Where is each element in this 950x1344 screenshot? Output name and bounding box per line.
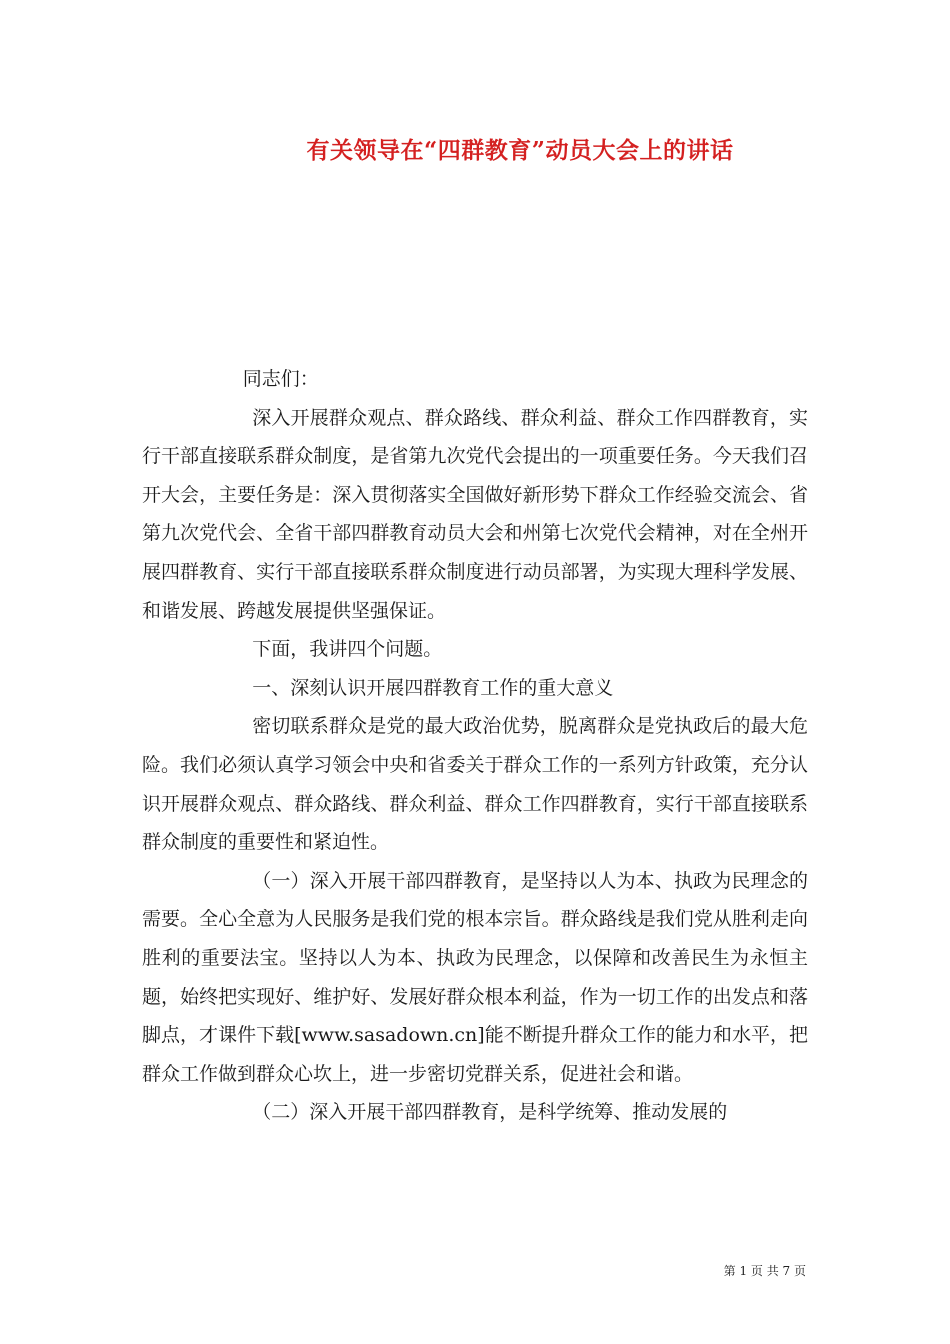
- paragraph-3: 密切联系群众是党的最大政治优势，脱离群众是党执政后的最大危险。我们必须认真学习领会中央和省委关于群众工作的一系列方针政策，充分认识开展群众观点、群众路线、群众利益、群众工作四群教育，实行干部直接联系群众制度的重要性和紧迫性。: [142, 715, 808, 854]
- paragraph-2: 下面，我讲四个问题。: [252, 638, 443, 661]
- page-footer: 第 1 页 共 7 页: [723, 1264, 806, 1278]
- paragraph-5: （二）深入开展干部四群教育，是科学统筹、推动发展的: [252, 1101, 728, 1124]
- paragraph-4: （一）深入开展干部四群教育，是坚持以人为本、执政为民理念的需要。全心全意为人民服务是我们党的根本宗旨。群众路线是我们党从胜利走向胜利的重要法宝。坚持以人为本、执政为民理念，以保障和改善民生为永恒主题，始终把实现好、维护好、发展好群众根本利益，作为一切工作的出发点和落脚点，才课件下载[www.sasadown.cn]能不断提升群众工作的能力和水平，把群众工作做到群众心坎上，进一步密切党群关系，促进社会和谐。: [142, 869, 808, 1085]
- document-body: [142, 360, 808, 1132]
- greeting-paragraph: 同志们：: [242, 368, 319, 390]
- section-heading-1: 一、深刻认识开展四群教育工作的重大意义: [252, 676, 614, 699]
- paragraph-1: 深入开展群众观点、群众路线、群众利益、群众工作四群教育，实行干部直接联系群众制度，是省第九次党代会提出的一项重要任务。今天我们召开大会，主要任务是：深入贯彻落实全国做好新形势下群众工作经验交流会、省第九次党代会、全省干部四群教育动员大会和州第七次党代会精神，对在全州开展四群教育、实行干部直接联系群众制度进行动员部署，为实现大理科学发展、和谐发展、跨越发展提供坚强保证。: [142, 406, 808, 622]
- document-title: 有关领导在“四群教育”动员大会上的讲话: [306, 137, 734, 164]
